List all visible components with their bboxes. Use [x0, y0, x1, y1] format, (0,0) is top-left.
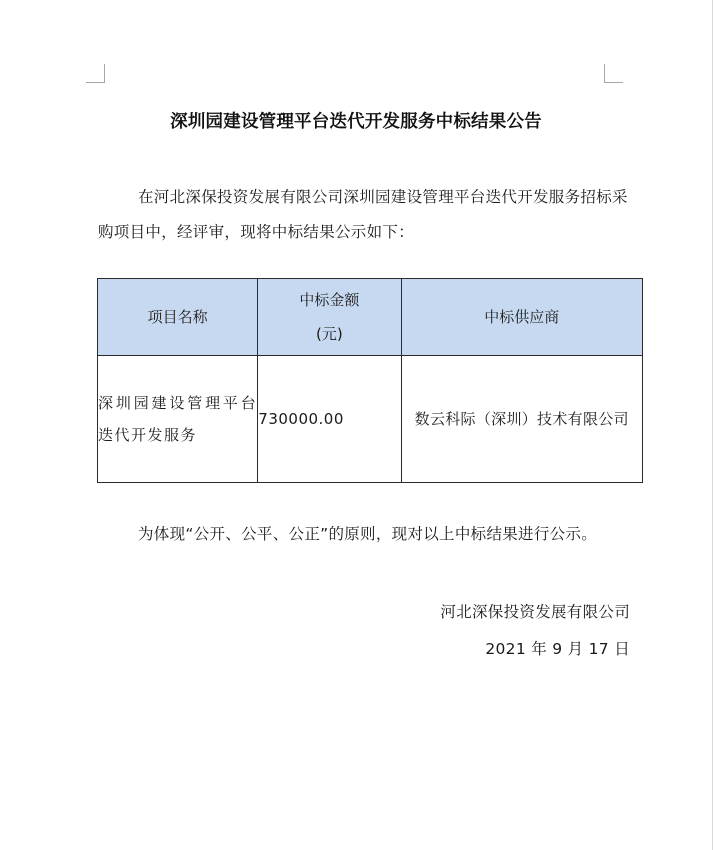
page-corner-mark-top-left — [86, 64, 105, 83]
award-results-table — [97, 278, 643, 483]
cell-project-name: 深圳园建设管理平台迭代开发服务 — [98, 356, 258, 483]
page-corner-mark-top-right — [604, 64, 623, 83]
table-row — [98, 356, 643, 483]
header-award-amount-unit: (元) — [316, 325, 343, 343]
closing-paragraph: 为体现“公开、公平、公正”的原则，现对以上中标结果进行公示。 — [138, 525, 598, 543]
table-header-row — [98, 279, 643, 356]
signer-organization: 河北深保投资发展有限公司 — [440, 603, 630, 621]
header-project-name: 项目名称 — [98, 279, 258, 356]
header-award-amount-label: 中标金额 — [299, 291, 360, 309]
header-supplier: 中标供应商 — [401, 279, 642, 356]
intro-paragraph: 在河北深保投资发展有限公司深圳园建设管理平台迭代开发服务招标采购项目中，经评审，现将中标结果公示如下： — [98, 188, 628, 241]
document-title: 深圳园建设管理平台迭代开发服务中标结果公告 — [170, 112, 542, 132]
announcement-date: 2021 年 9 月 17 日 — [485, 640, 630, 658]
cell-supplier: 数云科际（深圳）技术有限公司 — [401, 356, 642, 483]
cell-award-amount: 730000.00 — [258, 356, 401, 483]
header-award-amount — [258, 279, 401, 356]
